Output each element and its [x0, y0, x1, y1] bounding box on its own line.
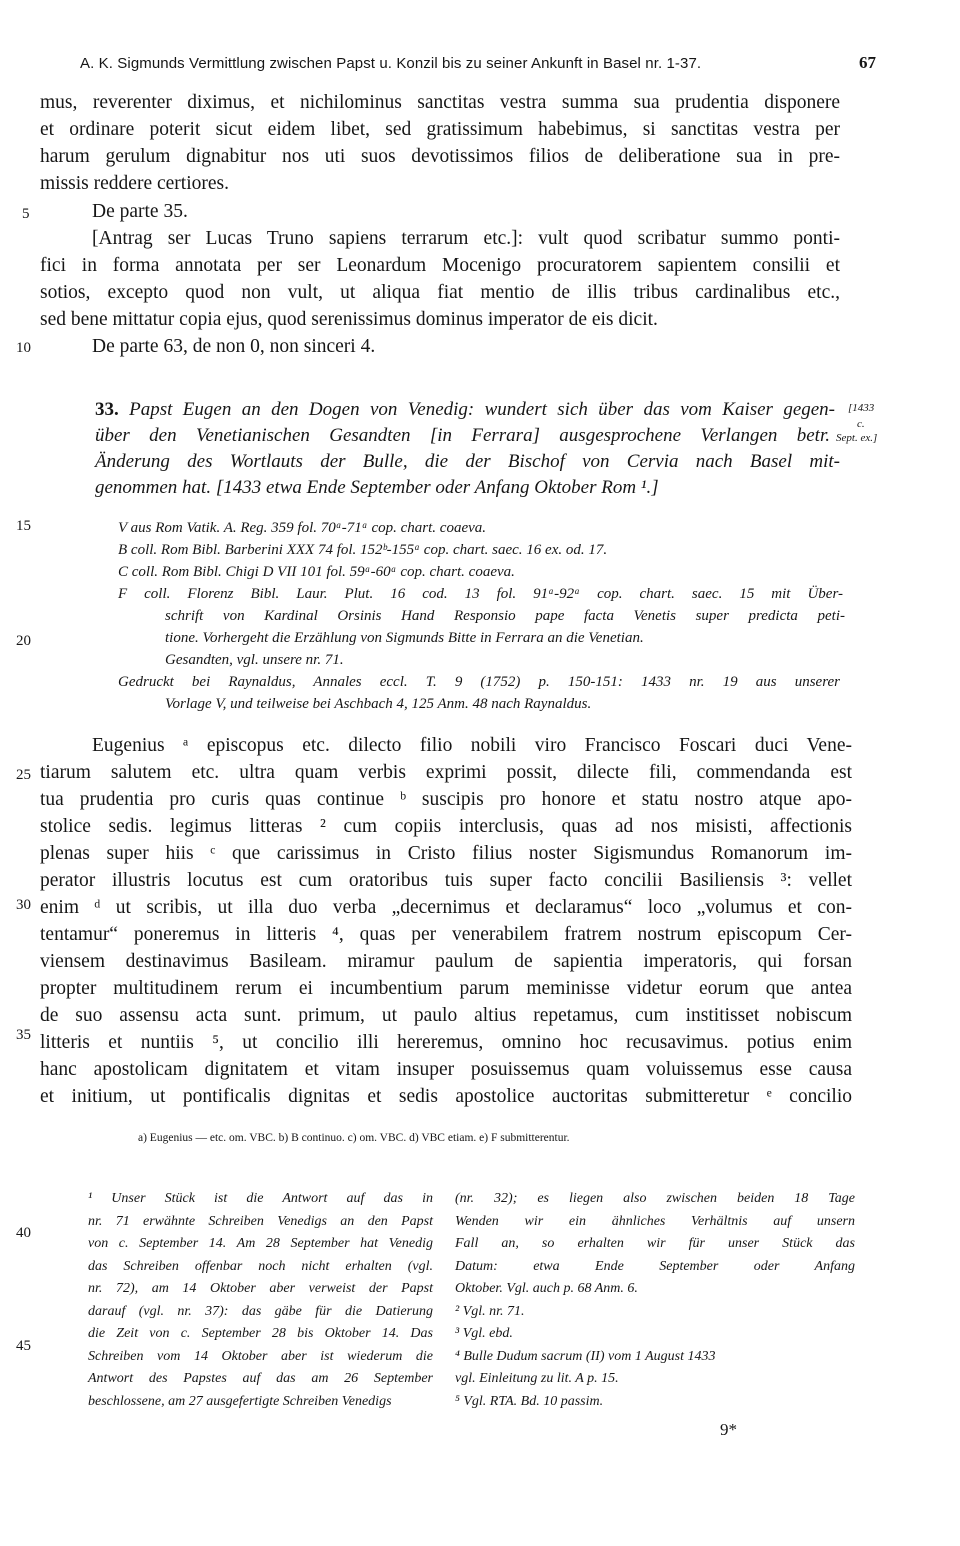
footnotes-right-column [455, 1188, 855, 1413]
line-number: 25 [16, 767, 31, 783]
line-number: 20 [16, 633, 31, 649]
text-line: [Antrag ser Lucas Truno sapiens terrarum etc.]: vult quod scribatur summo ponti- [92, 228, 840, 249]
footnote-line: von c. September 14. Am 28 September hat Venedig [88, 1236, 433, 1251]
margin-date: [1433 [848, 402, 875, 414]
line-number: 45 [16, 1338, 31, 1354]
text-line: Eugenius ᵃ episcopus etc. dilecto filio nobili viro Francisco Foscari duci Vene- [92, 735, 852, 756]
source-line: V aus Rom Vatik. A. Reg. 359 fol. 70ᵃ-71ᵃ cop. chart. coaeva. [118, 520, 487, 536]
text-line: fici in forma annotata per ser Leonardum Mocenigo procuratorem sapientem consilii et [40, 255, 840, 276]
text-line: de suo assensu acta sunt. primum, ut paulo altius repetamus, cum institisset nobiscum [40, 1005, 852, 1026]
margin-date: c. [857, 418, 865, 430]
text-line: tua prudentia pro curis quas continue ᵇ suscipis pro honore et statu nostro atque apo- [40, 789, 852, 810]
line-number: 40 [16, 1225, 31, 1241]
text-line: et ordinare poterit sicut eidem libet, sed gratissimum habebimus, si sanctitas vestra per [40, 119, 840, 140]
regest-line: Änderung des Wortlauts der Bulle, die der Bischof von Cervia nach Basel mit- [95, 451, 840, 472]
text-line: viensem destinavimus Basileam. miramur paulum de sapientia imperatoris, qui forsan [40, 951, 852, 972]
text-line: sotios, excepto quod non vult, ut aliqua fiat mentio de illis tribus cardinalibus etc., [40, 282, 840, 303]
footnote-line: ² Vgl. nr. 71. [455, 1303, 525, 1319]
footnote-line: ⁵ Vgl. RTA. Bd. 10 passim. [455, 1393, 604, 1409]
text-line: hanc apostolicam dignitatem et vitam insuper posuissemus quam voluissemus esse causa [40, 1059, 852, 1080]
footnote-line: nr. 71 erwähnte Schreiben Venedigs an den Papst [88, 1213, 433, 1229]
line-number: 5 [22, 206, 30, 222]
text-line: De parte 63, de non 0, non sinceri 4. [92, 336, 376, 357]
regest-text: Papst Eugen an den Dogen von Venedig: wundert sich über das vom Kaiser gegen- [129, 399, 836, 420]
line-number: 15 [16, 518, 31, 534]
text-line: tiarum salutem etc. ultra quam verbis exprimi possit, dilecte fili, commendanda est [40, 762, 852, 783]
footnote-line: Oktober. Vgl. auch p. 68 Anm. 6. [455, 1281, 638, 1296]
source-line: tione. Vorhergeht die Erzählung von Sigmunds Bitte in Ferrara an die Venetian. [165, 630, 644, 646]
source-line: Gesandten, vgl. unsere nr. 71. [165, 652, 344, 668]
page-number: 67 [859, 53, 876, 72]
footnote-line: Fall an, so erhalten wir für unser Stück das [455, 1236, 855, 1251]
source-line: B coll. Rom Bibl. Barberini XXX 74 fol. 152ᵇ-155ᵃ cop. chart. saec. 16 ex. od. 17. [118, 542, 608, 558]
footnote-line: vgl. Einleitung zu lit. A p. 15. [455, 1371, 619, 1386]
footnote-line: Antwort des Papstes auf das am 26 September [88, 1371, 433, 1386]
signature-mark: 9* [720, 1420, 737, 1439]
footnote-line: das Schreiben offenbar noch nicht erhalten (vgl. [88, 1258, 433, 1274]
text-line: De parte 35. [92, 201, 188, 222]
text-line: enim ᵈ ut scribis, ut illa duo verba „decernimus et declaramus“ loco „volumus et con- [40, 897, 852, 918]
footnote-line: darauf (vgl. nr. 37): das gäbe für die Datierung [88, 1303, 433, 1319]
text-line: tentamur“ poneremus in litteris ⁴, quas per venerabilem fratrem nostrum episcopum Cer- [40, 924, 852, 945]
footnote-line: ³ Vgl. ebd. [455, 1326, 513, 1341]
source-line: Vorlage V, und teilweise bei Aschbach 4, 125 Anm. 48 nach Raynaldus. [165, 696, 592, 712]
source-line: Gedruckt bei Raynaldus, Annales eccl. T. 9 (1752) p. 150-151: 1433 nr. 19 aus unserer [118, 674, 840, 690]
footnote-line: Schreiben vom 14 Oktober aber ist wiederum die [88, 1348, 433, 1364]
footnote-line: (nr. 32); es liegen also zwischen beiden 18 Tage [455, 1191, 855, 1206]
text-line: stolice sedis. legimus litteras ² cum copiis interclusis, quas ad nos misisti, affectionis [40, 816, 852, 837]
regest-line: über den Venetianischen Gesandten [in Ferrara] ausgesprochene Verlangen betr. [95, 425, 830, 446]
margin-date: Sept. ex.] [836, 432, 878, 444]
footnote-line: Datum: etwa Ende September oder Anfang [455, 1258, 855, 1274]
text-line: perator illustris locutus est cum oratoribus tuis super facto concilii Basiliensis ³: vellet [40, 870, 852, 891]
footnote-line: ¹ Unser Stück ist die Antwort auf das in [88, 1191, 433, 1206]
line-number: 30 [16, 897, 31, 913]
text-line: missis reddere certiores. [40, 173, 229, 194]
footnote-line: beschlossene, am 27 ausgefertigte Schreiben Venedigs [88, 1393, 392, 1409]
text-line: propter multitudinem rerum ei incumbentium parum meminisse videtur eorum que antea [40, 978, 852, 999]
running-header [80, 53, 876, 73]
source-line: schrift von Kardinal Orsinis Hand Responsio pape facta Venetis super predicta peti- [165, 608, 845, 624]
text-line: mus, reverenter diximus, et nichilominus sanctitas vestra summa sua prudentia disponere [40, 92, 840, 113]
text-line: litteris et nuntiis ⁵, ut concilio illi hereremus, omnino hoc recusavimus. potius enim [40, 1032, 852, 1053]
running-title: A. K. Sigmunds Vermittlung zwischen Papst u. Konzil bis zu seiner Ankunft in Basel nr. 1-37. [80, 55, 702, 72]
critical-apparatus: a) Eugenius — etc. om. VBC. b) B continuo. c) om. VBC. d) VBC etiam. e) F submitterentur. [138, 1132, 570, 1144]
source-line: F coll. Florenz Bibl. Laur. Plut. 16 cod. 13 fol. 91ᵃ-92ᵃ cop. chart. saec. 15 mit Über- [118, 586, 843, 602]
line-number: 10 [16, 340, 31, 356]
footnote-line: ⁴ Bulle Dudum sacrum (II) vom 1 August 1433 [455, 1348, 716, 1364]
regest-line [95, 397, 835, 422]
footnote-line: Wenden wir ein ähnliches Verhältnis auf unsern [455, 1213, 855, 1229]
source-line: C coll. Rom Bibl. Chigi D VII 101 fol. 59ᵃ-60ᵃ cop. chart. coaeva. [118, 564, 515, 580]
text-line: plenas super hiis ᶜ que carissimus in Cristo filius noster Sigismundus Romanorum im- [40, 843, 852, 864]
regest-line: genommen hat. [1433 etwa Ende September oder Anfang Oktober Rom ¹.] [95, 477, 659, 498]
text-line: harum gerulum dignabitur nos uti suos devotissimos filios de deliberatione sua in pre- [40, 146, 840, 167]
footnotes-left-column [88, 1188, 433, 1413]
text-line: sed bene mittatur copia ejus, quod serenissimus dominus imperator de eis dicit. [40, 309, 658, 330]
footnote-line: die Zeit von c. September 28 bis Oktober 14. Das [88, 1326, 433, 1341]
line-number: 35 [16, 1027, 31, 1043]
document-number: 33. [95, 399, 119, 420]
text-line: et initium, ut pontificalis dignitas et sedis apostolice auctoritas submitteretur ᵉ concilio [40, 1086, 852, 1107]
footnote-line: nr. 72), am 14 Oktober aber verweist der Papst [88, 1281, 433, 1296]
